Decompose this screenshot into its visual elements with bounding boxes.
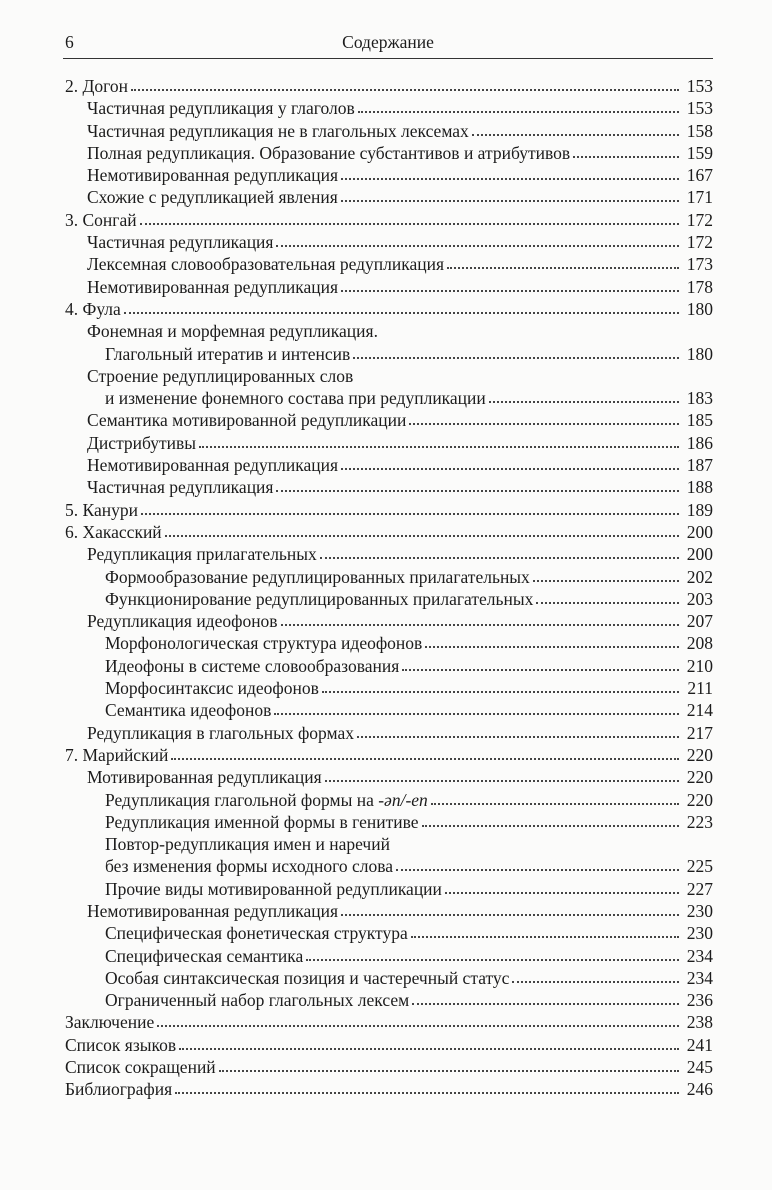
toc-entry-page: 172: [686, 232, 713, 253]
toc-entry-page: 208: [686, 633, 713, 654]
toc-entry-title: Немотивированная редупликация: [87, 900, 339, 921]
dot-leader: [175, 1092, 679, 1094]
dot-leader: [276, 245, 679, 247]
dot-leader: [171, 758, 679, 760]
toc-entry-page: 223: [686, 811, 713, 832]
toc-entry-title: Схожие с редупликацией явления: [87, 187, 338, 208]
toc-entry: [63, 409, 713, 431]
toc-entry-title: Функционирование редуплицированных прилагательных: [105, 588, 534, 609]
dot-leader: [512, 981, 679, 983]
toc-entry-title: и изменение фонемного состава при редупликации: [105, 388, 486, 409]
dot-leader: [306, 959, 679, 961]
toc-entry-page: 173: [686, 254, 713, 275]
toc-entry-page: 180: [686, 343, 713, 364]
toc-entry-page: 200: [686, 544, 713, 565]
toc-entry: [63, 120, 713, 142]
toc-entry-title: Формообразование редуплицированных прилагательных: [105, 566, 530, 587]
toc-entry: [63, 320, 713, 342]
dot-leader: [199, 446, 679, 448]
toc-entry: [63, 1056, 713, 1078]
dot-leader: [140, 223, 679, 225]
toc-entry: [63, 878, 713, 900]
toc-entry-title: Специфическая семантика: [105, 945, 304, 966]
toc-entry: [63, 521, 713, 543]
toc-entry-page: 172: [686, 209, 713, 230]
toc-entry-title: Редупликация именной формы в генитиве: [105, 811, 419, 832]
toc-entry-page: 189: [686, 499, 713, 520]
toc-entry-page: 217: [686, 722, 713, 743]
dot-leader: [402, 669, 679, 671]
toc-entry-page: 183: [686, 388, 713, 409]
header-rule: [63, 58, 713, 59]
toc-entry-page: 159: [686, 142, 713, 163]
toc-entry-page: 236: [686, 990, 713, 1011]
dot-leader: [533, 580, 679, 582]
toc-entry-page: 171: [686, 187, 713, 208]
toc-entry-title: Частичная редупликация у глаголов: [87, 98, 355, 119]
toc-entry: [63, 1034, 713, 1056]
dot-leader: [341, 178, 679, 180]
toc-entry-page: 220: [686, 767, 713, 788]
running-header: [63, 30, 713, 58]
toc-entry-page: 230: [686, 900, 713, 921]
toc-entry-title: Редупликация глагольной формы на -ən/-en: [105, 789, 428, 810]
toc-entry-page: 180: [686, 298, 713, 319]
toc-entry-title: Немотивированная редупликация: [87, 276, 339, 297]
page-number: 6: [65, 32, 74, 52]
toc-entry: [63, 231, 713, 253]
toc-entry-title: 3. Сонгай: [65, 209, 137, 230]
dot-leader: [341, 290, 679, 292]
toc-entry: [63, 855, 713, 877]
toc-entry-title: Ограниченный набор глагольных лексем: [105, 990, 410, 1011]
toc-entry-page: 234: [686, 967, 713, 988]
toc-entry-page: 234: [686, 945, 713, 966]
toc-entry: [63, 298, 713, 320]
toc-entry-page: 238: [686, 1012, 713, 1033]
toc-entry: [63, 387, 713, 409]
toc-entry: [63, 900, 713, 922]
toc-entry-page: 153: [686, 98, 713, 119]
dot-leader: [219, 1070, 679, 1072]
toc-entry-page: 178: [686, 276, 713, 297]
dot-leader: [358, 111, 679, 113]
dot-leader: [165, 535, 679, 537]
toc-entry: [63, 789, 713, 811]
toc-entry-title: 5. Канури: [65, 499, 138, 520]
page-title: Содержание: [342, 32, 434, 52]
toc-entry: [63, 365, 713, 387]
toc-entry-title: Заключение: [65, 1012, 155, 1033]
toc-entry-title: Особая синтаксическая позиция и частеречный статус: [105, 967, 510, 988]
toc-entry: [63, 744, 713, 766]
dot-leader: [425, 646, 679, 648]
toc-entry: [63, 1078, 713, 1100]
dot-leader: [320, 557, 679, 559]
toc-entry-title: Лексемная словообразовательная редупликация: [87, 254, 445, 275]
toc-entry: [63, 722, 713, 744]
dot-leader: [341, 468, 679, 470]
toc-entry-page: 245: [686, 1057, 713, 1078]
toc-entry-title: Специфическая фонетическая структура: [105, 923, 408, 944]
toc-entry-page: 200: [686, 521, 713, 542]
table-of-contents: [63, 75, 713, 1101]
toc-entry-page: 214: [686, 700, 713, 721]
toc-entry: [63, 967, 713, 989]
toc-entry: [63, 186, 713, 208]
toc-entry-title: Глагольный итератив и интенсив: [105, 343, 351, 364]
toc-entry-page: 207: [686, 611, 713, 632]
toc-entry: [63, 766, 713, 788]
dot-leader: [409, 423, 679, 425]
toc-entry: [63, 75, 713, 97]
dot-leader: [124, 312, 679, 314]
dot-leader: [447, 267, 679, 269]
toc-entry-title: Прочие виды мотивированной редупликации: [105, 878, 442, 899]
toc-entry: [63, 989, 713, 1011]
toc-entry: [63, 632, 713, 654]
toc-entry-page: 185: [686, 410, 713, 431]
toc-entry-title: Библиография: [65, 1079, 173, 1100]
toc-entry-suffix: -ən/-en: [378, 789, 428, 810]
toc-entry-page: 167: [686, 165, 713, 186]
toc-entry-title: 6. Хакасский: [65, 521, 162, 542]
toc-entry-page: 230: [686, 923, 713, 944]
toc-entry-title: Мотивированная редупликация: [87, 767, 322, 788]
toc-entry-title: Частичная редупликация: [87, 477, 274, 498]
dot-leader: [472, 134, 679, 136]
toc-entry-title: Редупликация в глагольных формах: [87, 722, 355, 743]
dot-leader: [141, 513, 679, 515]
toc-entry: [63, 833, 713, 855]
dot-leader: [412, 1003, 679, 1005]
toc-entry-title: Полная редупликация. Образование субстантивов и атрибутивов: [87, 142, 571, 163]
toc-entry: [63, 543, 713, 565]
toc-entry-title: Повтор-редупликация имен и наречий: [105, 834, 390, 855]
toc-entry-title: Немотивированная редупликация: [87, 455, 339, 476]
dot-leader: [341, 914, 679, 916]
toc-entry: [63, 699, 713, 721]
dot-leader: [341, 200, 679, 202]
toc-entry-page: 246: [686, 1079, 713, 1100]
toc-entry-title: Морфосинтаксис идеофонов: [105, 678, 319, 699]
toc-entry-page: 203: [686, 588, 713, 609]
dot-leader: [179, 1048, 679, 1050]
toc-entry: [63, 142, 713, 164]
toc-entry-title: Дистрибутивы: [87, 432, 197, 453]
toc-entry: [63, 454, 713, 476]
toc-entry-title: 2. Догон: [65, 76, 129, 96]
dot-leader: [157, 1025, 679, 1027]
toc-entry-title: Редупликация идеофонов: [87, 611, 278, 632]
toc-entry-title: Частичная редупликация: [87, 232, 274, 253]
toc-entry-page: 210: [686, 655, 713, 676]
dot-leader: [131, 89, 679, 91]
dot-leader: [445, 892, 679, 894]
toc-entry: [63, 253, 713, 275]
dot-leader: [276, 490, 679, 492]
dot-leader: [281, 624, 679, 626]
toc-entry-title: Список языков: [65, 1034, 177, 1055]
dot-leader: [431, 803, 679, 805]
dot-leader: [489, 401, 679, 403]
dot-leader: [536, 602, 679, 604]
toc-entry: [63, 588, 713, 610]
toc-entry: [63, 276, 713, 298]
toc-entry-page: 225: [686, 856, 713, 877]
toc-entry-title: Семантика идеофонов: [105, 700, 272, 721]
toc-entry-page: 220: [686, 744, 713, 765]
toc-entry: [63, 499, 713, 521]
toc-entry-title: 7. Марийский: [65, 744, 169, 765]
dot-leader: [422, 825, 679, 827]
toc-entry-page: 241: [686, 1034, 713, 1055]
toc-entry-page: 227: [686, 878, 713, 899]
toc-entry-page: 153: [686, 76, 713, 96]
toc-entry: [63, 209, 713, 231]
toc-entry-page: 220: [686, 789, 713, 810]
dot-leader: [274, 713, 679, 715]
toc-entry-page: 188: [686, 477, 713, 498]
dot-leader: [573, 156, 679, 158]
toc-entry: [63, 476, 713, 498]
toc-entry-page: 211: [687, 678, 713, 699]
toc-entry: [63, 811, 713, 833]
toc-entry: [63, 677, 713, 699]
toc-entry: [63, 432, 713, 454]
toc-entry-title: Немотивированная редупликация: [87, 165, 339, 186]
toc-entry-title: Семантика мотивированной редупликации: [87, 410, 407, 431]
toc-entry-title: Морфонологическая структура идеофонов: [105, 633, 423, 654]
dot-leader: [353, 357, 679, 359]
toc-entry-title: Фонемная и морфемная редупликация.: [87, 321, 378, 342]
toc-entry-title: Список сокращений: [65, 1057, 216, 1078]
toc-entry-page: 186: [686, 432, 713, 453]
toc-entry: [63, 164, 713, 186]
toc-entry-title: Строение редуплицированных слов: [87, 365, 354, 386]
dot-leader: [322, 691, 679, 693]
toc-entry-page: 202: [686, 566, 713, 587]
toc-entry-title: без изменения формы исходного слова: [105, 856, 394, 877]
toc-entry-title: Частичная редупликация не в глагольных лексемах: [87, 120, 469, 141]
toc-entry: [63, 566, 713, 588]
toc-entry: [63, 610, 713, 632]
dot-leader: [411, 936, 679, 938]
toc-entry: [63, 343, 713, 365]
toc-entry: [63, 945, 713, 967]
toc-entry-page: 187: [686, 455, 713, 476]
toc-entry-title: Редупликация прилагательных: [87, 544, 317, 565]
toc-entry: [63, 655, 713, 677]
toc-entry-title: Идеофоны в системе словообразования: [105, 655, 400, 676]
toc-entry: [63, 97, 713, 119]
toc-entry-page: 158: [686, 120, 713, 141]
dot-leader: [357, 736, 679, 738]
dot-leader: [396, 869, 679, 871]
dot-leader: [325, 780, 679, 782]
toc-entry: [63, 922, 713, 944]
toc-entry-title: 4. Фула: [65, 298, 121, 319]
toc-entry: [63, 1011, 713, 1033]
